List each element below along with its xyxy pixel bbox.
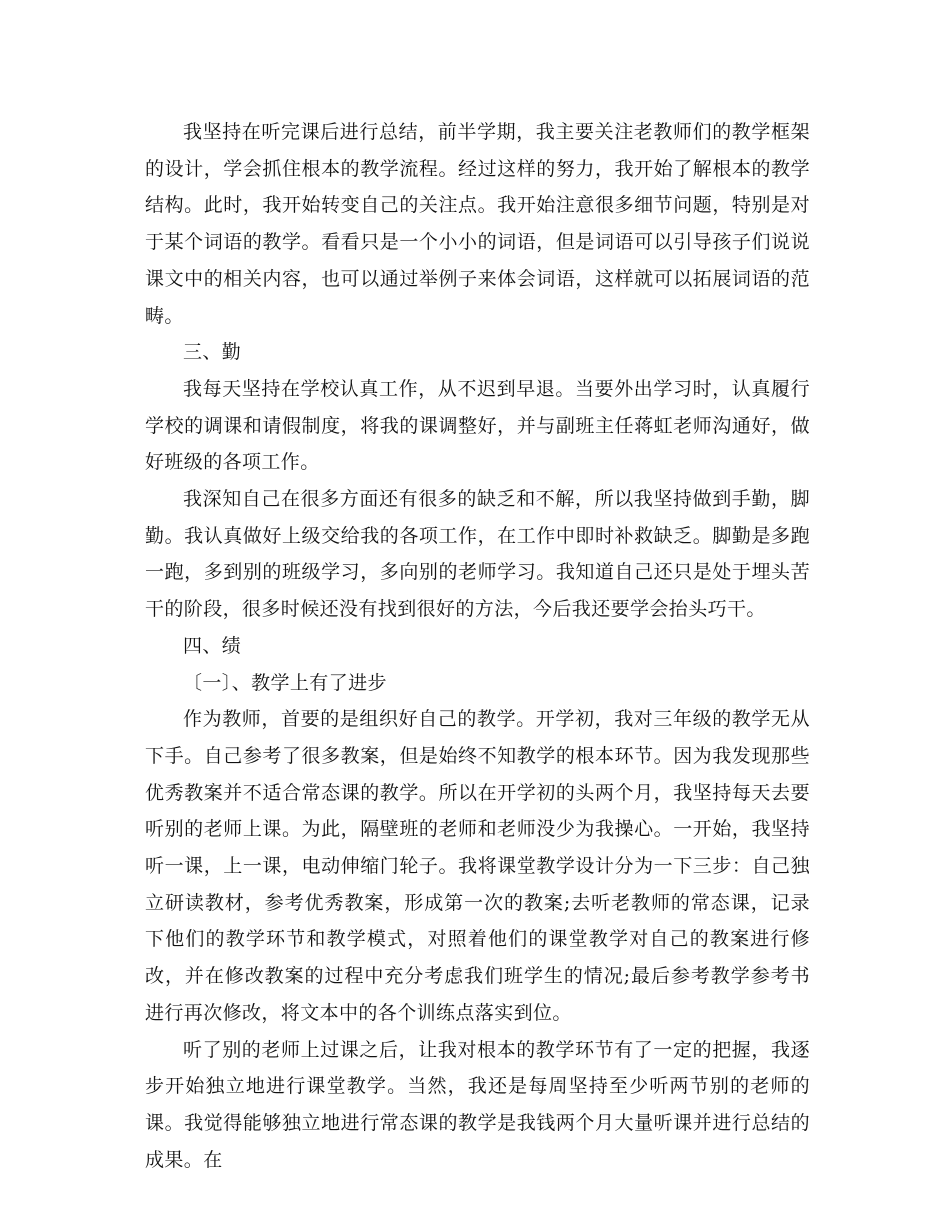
paragraph-hands-feet: 我深知自己在很多方面还有很多的缺乏和不解，所以我坚持做到手勤，脚勤。我认真做好上级交给我的各项工作，在工作中即时补救缺乏。脚勤是多跑一跑，多到别的班级学习，多向别的老师学习。我知道自己还只是处于埋头苦干的阶段，很多时候还没有找到很好的方法，今后我还要学会抬头巧干。: [145, 488, 810, 621]
paragraph-summary: 我坚持在听完课后进行总结，前半学期，我主要关注老教师们的教学框架的设计，学会抓住根本的教学流程。经过这样的努力，我开始了解根本的教学结构。此时，我开始转变自己的关注点。我开始注意很多细节问题，特别是对于某个词语的教学。看看只是一个小小的词语，但是词语可以引导孩子们说说课文中的相关内容，也可以通过举例子来体会词语，这样就可以拓展词语的范畴。: [145, 121, 810, 327]
paragraph-independent-teaching: 听了别的老师上过课之后，让我对根本的教学环节有了一定的把握，我逐步开始独立地进行课堂教学。当然，我还是每周坚持至少听两节别的老师的课。我觉得能够独立地进行常态课的教学是我钱两个月大量听课并进行总结的成果。在: [145, 1038, 810, 1171]
subsection-heading-teaching-progress: 〔一〕、教学上有了进步: [183, 671, 387, 694]
paragraph-attendance: 我每天坚持在学校认真工作，从不迟到早退。当要外出学习时，认真履行学校的调课和请假制度，将我的课调整好，并与副班主任蒋虹老师沟通好，做好班级的各项工作。: [145, 377, 810, 474]
paragraph-teaching-design: 作为教师，首要的是组织好自己的教学。开学初，我对三年级的教学无从下手。自己参考了很多教案，但是始终不知教学的根本环节。因为我发现那些优秀教案并不适合常态课的教学。所以在开学初的头两个月，我坚持每天去要听别的老师上课。为此，隔壁班的老师和老师没少为我操心。一开始，我坚持听一课，上一课，电动伸缩门轮子。我将课堂教学设计分为一下三步：自己独立研读教材，参考优秀教案，形成第一次的教案;去听老教师的常态课，记录下他们的教学环节和教学模式，对照着他们的课堂教学对自己的教案进行修改，并在修改教案的过程中充分考虑我们班学生的情况;最后参考教学参考书进行再次修改，将文本中的各个训练点落实到位。: [145, 708, 810, 1024]
section-heading-achievement: 四、绩: [183, 634, 242, 657]
section-heading-diligence: 三、勤: [183, 341, 242, 364]
document-body: [145, 114, 810, 1178]
